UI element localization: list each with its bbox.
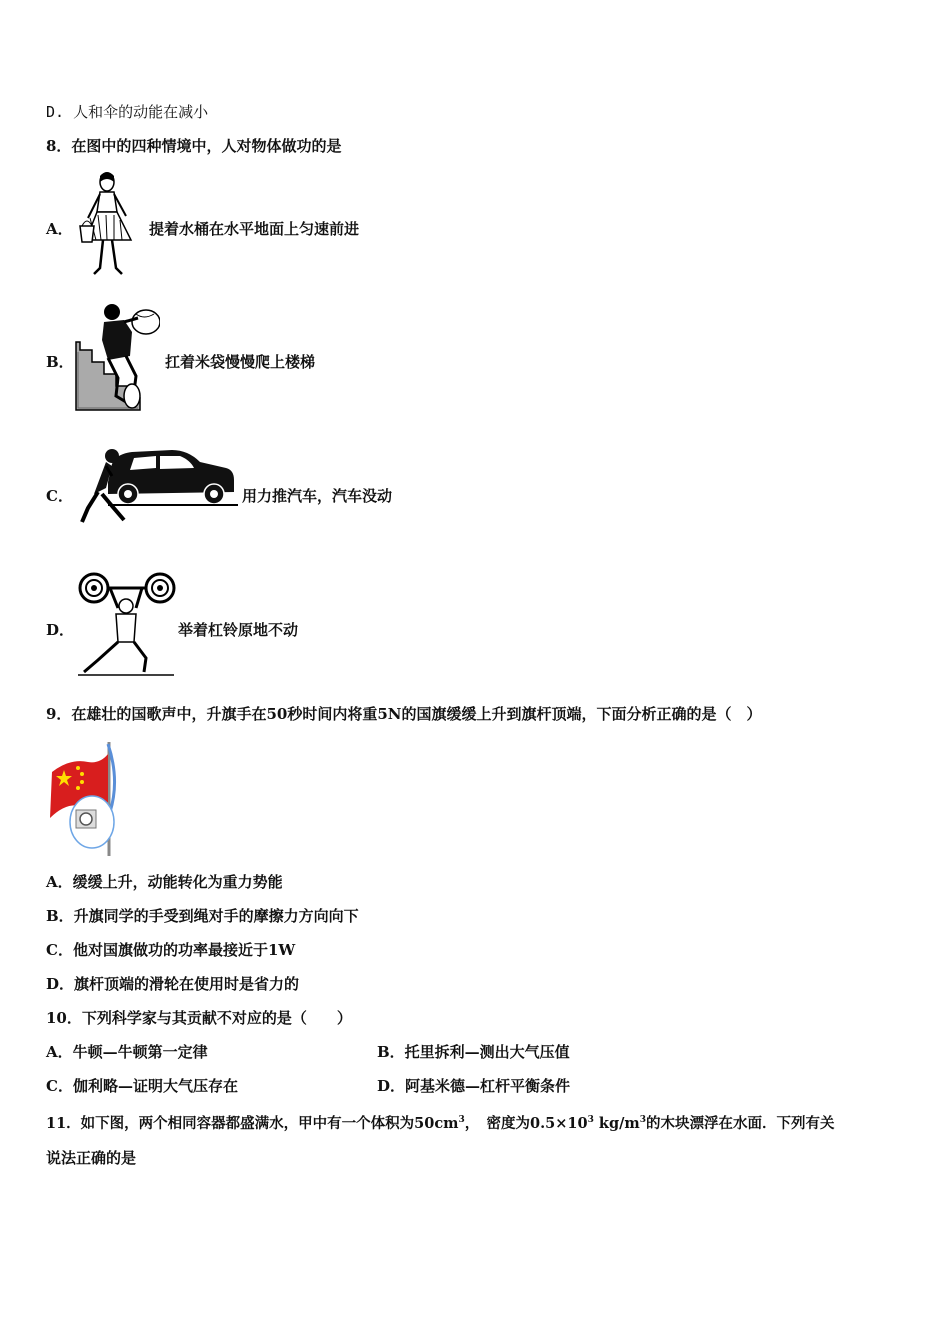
q9-stem: 9．在雄壮的国歌声中，升旗手在50秒时间内将重5N的国旗缓缓上升到旗杆顶端，下面分析正确的是（ ）	[46, 705, 762, 723]
q9-option-b: B．升旗同学的手受到绳对手的摩擦力方向向下	[46, 907, 359, 925]
person-holding-barbell-icon	[76, 568, 176, 678]
person-pushing-car-icon	[76, 442, 238, 526]
q11-stem-line2: 说法正确的是	[46, 1149, 137, 1167]
q8-option-c-letter: C．	[46, 487, 73, 505]
person-carrying-bucket-icon	[76, 170, 142, 280]
q8-option-d-letter: D．	[46, 621, 75, 639]
previous-option-d: D. 人和伞的动能在减小	[46, 103, 209, 121]
q9-option-a: A．缓缓上升，动能转化为重力势能	[46, 873, 283, 891]
q8-stem: 8．在图中的四种情境中，人对物体做功的是	[46, 137, 342, 155]
q8-option-a-letter: A．	[46, 220, 73, 238]
q10-option-c: C．伽利略—证明大气压存在	[46, 1077, 238, 1095]
q10-option-d: D．阿基米德—杠杆平衡条件	[377, 1077, 571, 1095]
q8-option-d-text: 举着杠铃原地不动	[178, 621, 299, 639]
q8-option-a-text: 提着水桶在水平地面上匀速前进	[149, 220, 360, 238]
q10-option-b: B．托里拆利—测出大气压值	[377, 1043, 570, 1061]
q8-option-c-text: 用力推汽车，汽车没动	[242, 487, 393, 505]
q9-option-d: D．旗杆顶端的滑轮在使用时是省力的	[46, 975, 300, 993]
q10-option-a: A．牛顿—牛顿第一定律	[46, 1043, 208, 1061]
q11-stem: 11．如下图，两个相同容器都盛满水，甲中有一个体积为$50cm^3$， 密度为$0.5\times 10^3$ $kg/m^3$的木块漂浮在水面．下列有关	[46, 1115, 835, 1132]
person-climbing-stairs-with-sack-icon	[74, 300, 160, 412]
q10-stem: 10．下列科学家与其贡献不对应的是（ ）	[46, 1009, 352, 1027]
q9-option-c: C．他对国旗做功的功率最接近于1W	[46, 941, 296, 959]
q8-option-b-letter: B．	[46, 353, 74, 371]
q8-option-b-text: 扛着米袋慢慢爬上楼梯	[165, 353, 316, 371]
flag-on-pole-icon	[48, 740, 122, 858]
